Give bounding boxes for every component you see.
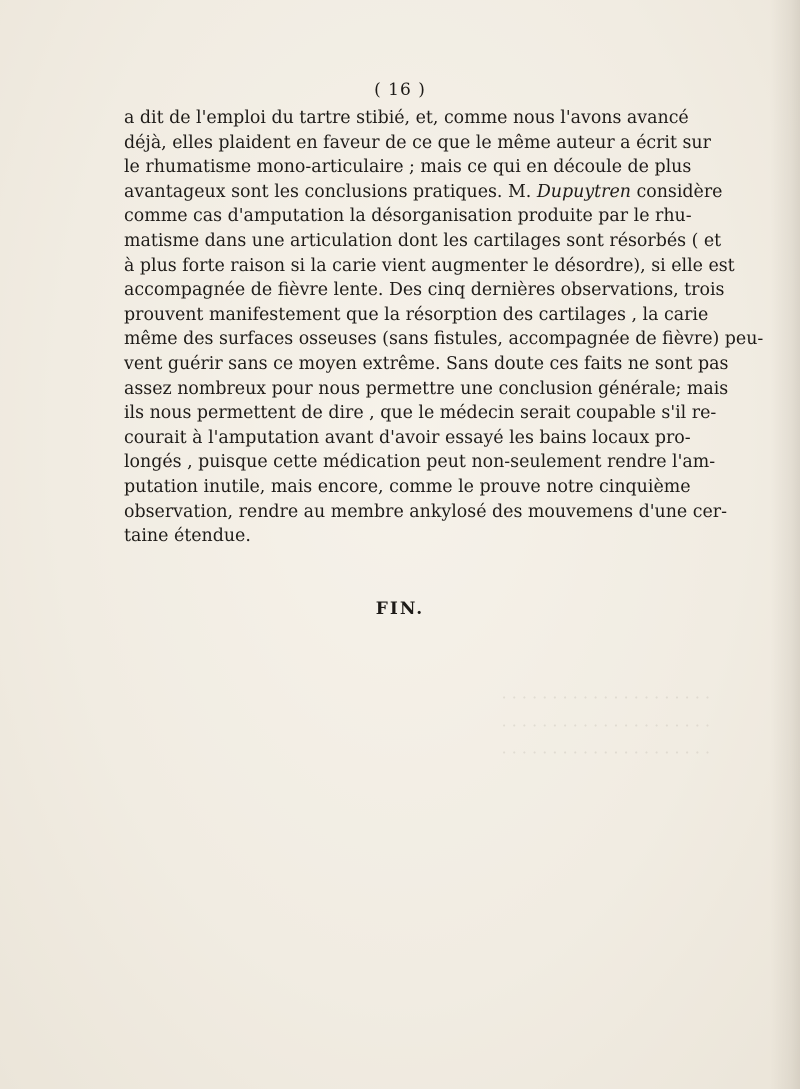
text-line: ils nous permettent de dire , que le médecin serait coupable s'il re-: [124, 403, 717, 424]
body-paragraph: [124, 106, 764, 549]
text-line: assez nombreux pour nous permettre une conclusion générale; mais: [124, 378, 729, 399]
text-line: à plus forte raison si la carie vient augmenter le désordre), si elle est: [124, 255, 735, 276]
text-line: vent guérir sans ce moyen extrême. Sans doute ces faits ne sont pas: [124, 353, 729, 374]
author-name: Dupuytren: [536, 181, 631, 202]
end-mark: FIN.: [375, 599, 425, 619]
text-line: matisme dans une articulation dont les cartilages sont résorbés ( et: [124, 230, 722, 251]
bleed-through-text: · · · · · · · · · · · · · · · · · · · · ·: [501, 743, 710, 762]
text-line: courait à l'amputation avant d'avoir essayé les bains locaux pro-: [124, 427, 691, 448]
text-line: a dit de l'emploi du tartre stibié, et, comme nous l'avons avancé: [124, 108, 689, 128]
text-line: comme cas d'amputation la désorganisation produite par le rhu-: [124, 206, 692, 227]
text-line: observation, rendre au membre ankylosé des mouvemens d'une cer-: [124, 501, 727, 522]
bleed-through-text: · · · · · · · · · · · · · · · · · · · · ·: [501, 688, 710, 707]
text-line: déjà, elles plaident en faveur de ce que le même auteur a écrit sur: [124, 132, 711, 153]
text-line: le rhumatisme mono-articulaire ; mais ce qui en découle de plus: [124, 157, 692, 178]
page-number: ( 16 ): [374, 80, 426, 100]
text-line: prouvent manifestement que la résorption des cartilages , la carie: [124, 304, 709, 325]
text-line: même des surfaces osseuses (sans fistules, accompagnée de fièvre) peu-: [124, 329, 764, 350]
bleed-through-text: · · · · · · · · · · · · · · · · · · · · ·: [501, 716, 710, 735]
text-line: [124, 180, 723, 205]
text-line: longés , puisque cette médication peut non-seulement rendre l'am-: [124, 452, 716, 473]
text-line: taine étendue.: [124, 526, 251, 547]
text-line: accompagnée de fièvre lente. Des cinq dernières observations, trois: [124, 280, 725, 301]
text-line: putation inutile, mais encore, comme le prouve notre cinquième: [124, 476, 691, 497]
page-fold-shadow: [770, 0, 800, 1089]
text-line-end: considère: [630, 181, 723, 202]
text-line-start: avantageux sont les conclusions pratiques. M.: [124, 181, 537, 202]
